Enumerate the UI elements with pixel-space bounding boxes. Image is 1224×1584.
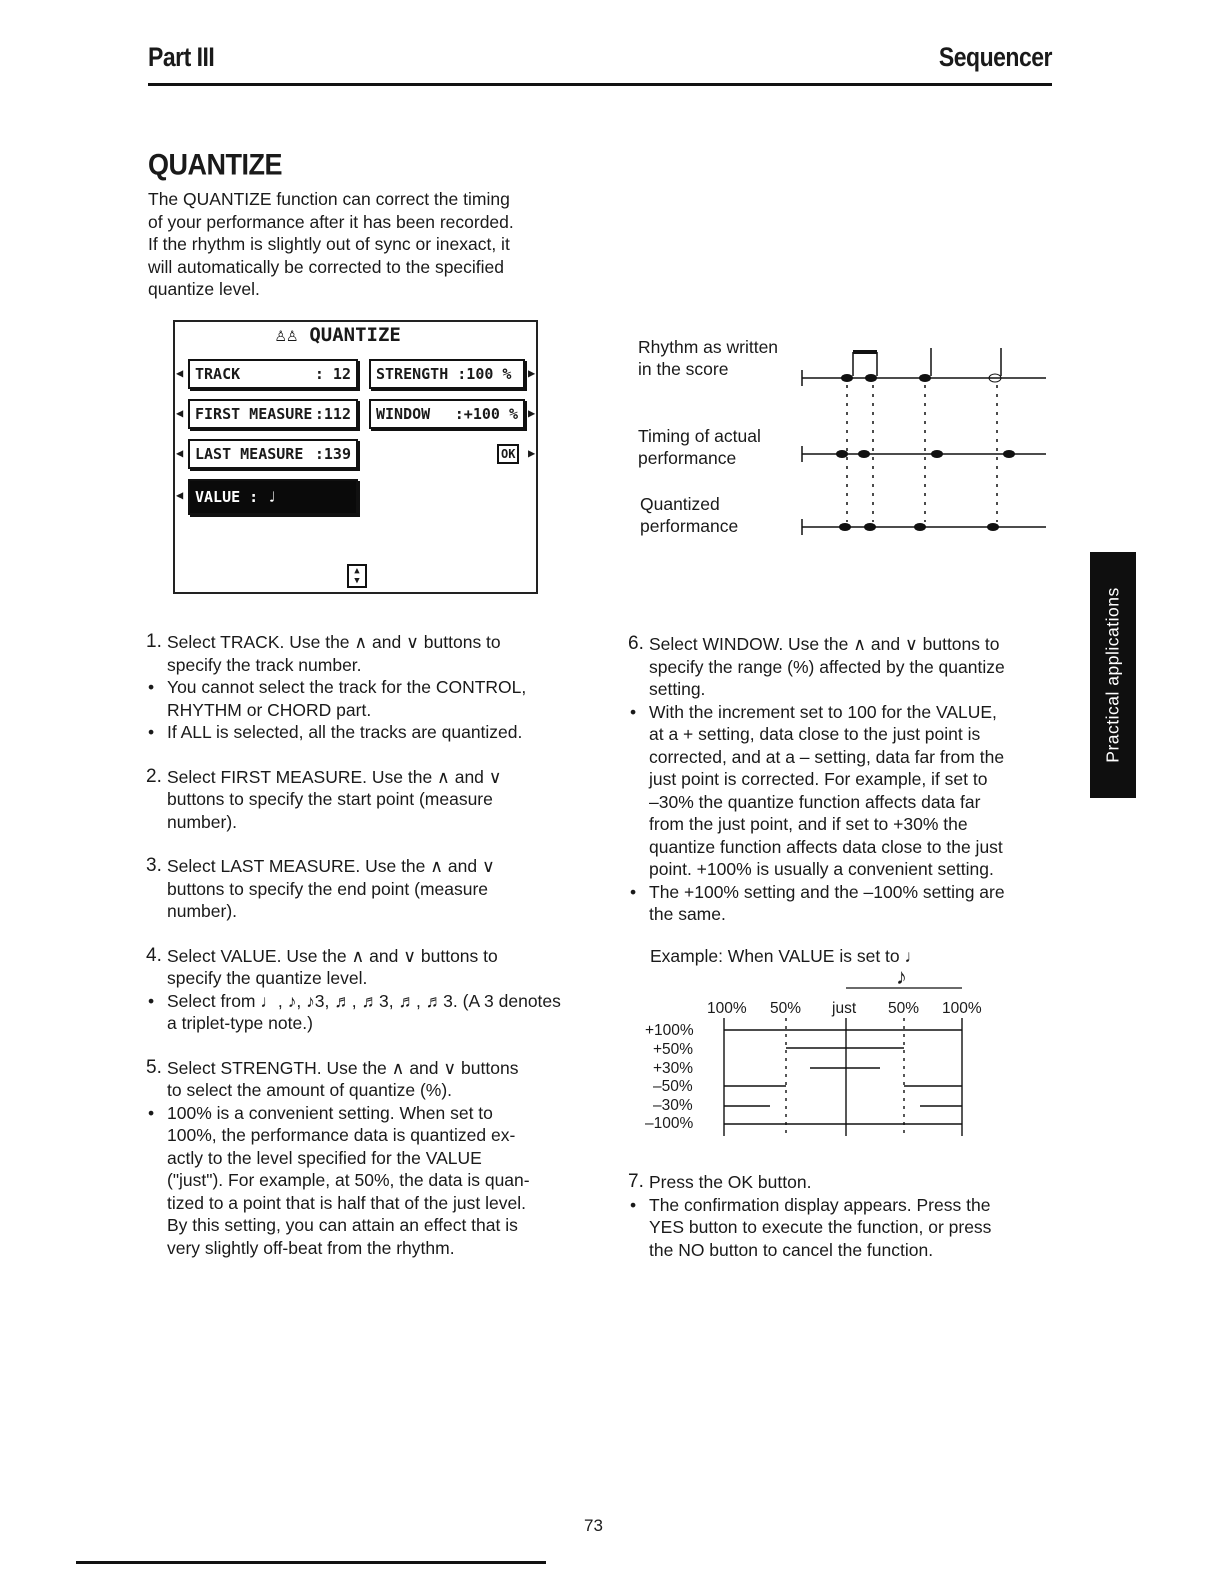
- intro-line: quantize level.: [148, 279, 260, 299]
- bullet-line: just point is corrected. For example, if set to: [649, 769, 988, 789]
- step-line: Select VALUE. Use the ∧ and ∨ buttons to: [167, 945, 498, 966]
- bullet-line: corrected, and at a – setting, data far from the: [649, 746, 1005, 767]
- bullet-line: • If ALL is selected, all the tracks are quantized.: [167, 722, 523, 742]
- step-line: Press the OK button.: [649, 1172, 812, 1192]
- bottom-rule: [76, 1561, 546, 1564]
- left-column-steps: [146, 631, 566, 1259]
- section-title: QUANTIZE: [148, 148, 282, 181]
- bullet-item: [628, 701, 1050, 881]
- step-item: [146, 631, 566, 676]
- window-row-label: –100%: [645, 1115, 694, 1132]
- ok-button[interactable]: OK: [497, 444, 519, 464]
- step-7: [628, 1171, 1050, 1261]
- window-scale-100-right: 100%: [942, 1000, 982, 1017]
- step-line: Select STRENGTH. Use the ∧ and ∨ buttons: [167, 1057, 519, 1078]
- step-number: 3.: [146, 855, 162, 876]
- bullet-line: tized to a point that is half that of the just level.: [167, 1192, 526, 1213]
- rhythm-timing-diagram: [800, 340, 1050, 540]
- people-icon: ♙♙: [275, 324, 310, 346]
- note-heads: [836, 374, 1015, 531]
- window-row-label: +50%: [653, 1041, 694, 1058]
- step-item: [146, 945, 566, 990]
- bullet-line: 100%, the performance data is quantized ex-: [167, 1125, 516, 1145]
- right-arrow-icon[interactable]: ▶: [528, 406, 536, 420]
- bullet-line: • 100% is a convenient setting. When set to: [167, 1102, 493, 1123]
- bullet-line: point. +100% is usually a convenient setting.: [649, 859, 994, 879]
- step-line: to select the amount of quantize (%).: [167, 1080, 453, 1100]
- left-arrow-icon[interactable]: ◀: [176, 366, 184, 380]
- value-field[interactable]: VALUE : ♩: [188, 479, 358, 515]
- bullet-line: By this setting, you can attain an effect that is: [167, 1215, 518, 1235]
- step-item: [628, 633, 1050, 701]
- eighth-span-arrow: [846, 984, 966, 992]
- intro-line: will automatically be corrected to the specified: [148, 256, 505, 277]
- eighth-note-icon: ♪: [896, 964, 907, 989]
- step-number: 6.: [628, 633, 644, 654]
- bullet-line: • You cannot select the track for the CONTROL,: [167, 677, 527, 697]
- bullet-line: actly to the level specified for the VALUE: [167, 1147, 482, 1168]
- step-item: [628, 1171, 1050, 1194]
- bullet-line: • The +100% setting and the –100% setting are: [649, 881, 1005, 902]
- right-column-steps: [628, 633, 1050, 926]
- bullet-line: the NO button to cancel the function.: [649, 1239, 934, 1260]
- bullet-item: [146, 990, 566, 1035]
- bullet-item: [146, 676, 566, 721]
- page-number: 73: [584, 1516, 603, 1535]
- rhythm-quantized-label: Quantized performance: [640, 494, 739, 536]
- window-range-diagram: [720, 1018, 970, 1142]
- bullet-item: [146, 1102, 566, 1260]
- bullet-line: from the just point, and if set to +30% the: [649, 814, 968, 834]
- step-gap: [146, 744, 566, 766]
- left-arrow-icon[interactable]: ◀: [176, 488, 184, 502]
- intro-line: The QUANTIZE function can correct the timing: [148, 189, 510, 209]
- intro-line: of your performance after it has been recorded.: [148, 211, 514, 232]
- step-line: specify the quantize level.: [167, 968, 368, 988]
- step-line: specify the track number.: [167, 654, 362, 675]
- right-arrow-icon[interactable]: ▶: [528, 446, 536, 460]
- step-line: buttons to specify the start point (measure: [167, 789, 493, 809]
- first-measure-field[interactable]: FIRST MEASURE :112: [188, 399, 358, 429]
- step-item: [146, 855, 566, 923]
- right-arrow-icon[interactable]: ▶: [528, 366, 536, 380]
- step-number: 5.: [146, 1056, 162, 1078]
- step-line: number).: [167, 901, 238, 921]
- window-row-label: +30%: [653, 1060, 694, 1077]
- step-gap: [146, 923, 566, 945]
- window-field[interactable]: WINDOW :+100 %: [369, 399, 525, 429]
- left-arrow-icon[interactable]: ◀: [176, 446, 184, 460]
- step-line: Select WINDOW. Use the ∧ and ∨ buttons to: [649, 634, 1000, 654]
- step-number: 2.: [146, 765, 162, 787]
- example-label: Example: When VALUE is set to ♩: [650, 946, 923, 966]
- left-arrow-icon[interactable]: ◀: [176, 406, 184, 420]
- bullet-line: quantize function affects data close to the just: [649, 836, 1003, 857]
- quantize-lcd-screen: [173, 320, 538, 594]
- bullet-line: a triplet-type note.): [167, 1013, 313, 1033]
- window-row-label: –50%: [653, 1078, 693, 1095]
- side-tab: Practical applications: [1090, 552, 1136, 798]
- step-line: number).: [167, 811, 238, 832]
- bullet-line: –30% the quantize function affects data far: [649, 791, 981, 812]
- strength-field[interactable]: STRENGTH :100 %: [369, 359, 525, 389]
- window-scale-50-right: 50%: [888, 1000, 920, 1017]
- window-row-label: –30%: [653, 1097, 693, 1114]
- bullet-item: [628, 881, 1050, 926]
- step-item: [146, 1057, 566, 1102]
- intro-paragraph: [148, 188, 568, 301]
- step-line: Select LAST MEASURE. Use the ∧ and ∨: [167, 856, 495, 876]
- lcd-title: ♙♙ QUANTIZE: [275, 324, 401, 346]
- step-line: specify the range (%) affected by the quantize: [649, 656, 1005, 677]
- track-field[interactable]: TRACK : 12: [188, 359, 358, 389]
- bullet-line: • With the increment set to 100 for the VALUE,: [649, 701, 997, 722]
- bullet-line: RHYTHM or CHORD part.: [167, 699, 372, 720]
- header-rule: [148, 83, 1052, 86]
- step-number: 7.: [628, 1171, 644, 1192]
- bullet-line: YES button to execute the function, or press: [649, 1217, 992, 1237]
- window-scale-just: just: [832, 1000, 857, 1017]
- header-chapter: Sequencer: [938, 41, 1052, 72]
- step-line: Select FIRST MEASURE. Use the ∧ and ∨: [167, 766, 502, 787]
- window-row-label: +100%: [645, 1022, 694, 1039]
- step-gap: [146, 833, 566, 855]
- last-measure-field[interactable]: LAST MEASURE :139: [188, 439, 358, 469]
- bullet-line: • Select from ♩, ♪, ♪3, ♬, ♬3, ♬, ♬3. (A 3 denotes: [167, 990, 561, 1011]
- header-part: Part III: [148, 41, 215, 72]
- window-scale-50-left: 50%: [770, 1000, 802, 1017]
- step-gap: [146, 1035, 566, 1057]
- window-scale-100-left: 100%: [707, 1000, 747, 1017]
- rhythm-actual-label: Timing of actual performance: [638, 426, 761, 468]
- step-line: buttons to specify the end point (measure: [167, 878, 489, 899]
- bullet-line: • The confirmation display appears. Press the: [649, 1194, 991, 1215]
- step-number: 4.: [146, 944, 162, 966]
- bullet-line: the same.: [649, 904, 726, 924]
- step-number: 1.: [146, 631, 162, 652]
- rhythm-written-label: Rhythm as written in the score: [638, 337, 779, 379]
- bullet-line: at a + setting, data close to the just point is: [649, 724, 981, 744]
- step-item: [146, 766, 566, 834]
- bullet-item: [628, 1194, 1050, 1262]
- step-line: Select TRACK. Use the ∧ and ∨ buttons to: [167, 632, 501, 652]
- bullet-line: ("just"). For example, at 50%, the data is quan-: [167, 1170, 530, 1190]
- bullet-item: [146, 721, 566, 744]
- up-down-buttons-icon[interactable]: ▲ ▼: [347, 564, 367, 588]
- intro-line: If the rhythm is slightly out of sync or inexact, it: [148, 234, 510, 254]
- step-line: setting.: [649, 679, 706, 699]
- bullet-line: very slightly off-beat from the rhythm.: [167, 1237, 455, 1258]
